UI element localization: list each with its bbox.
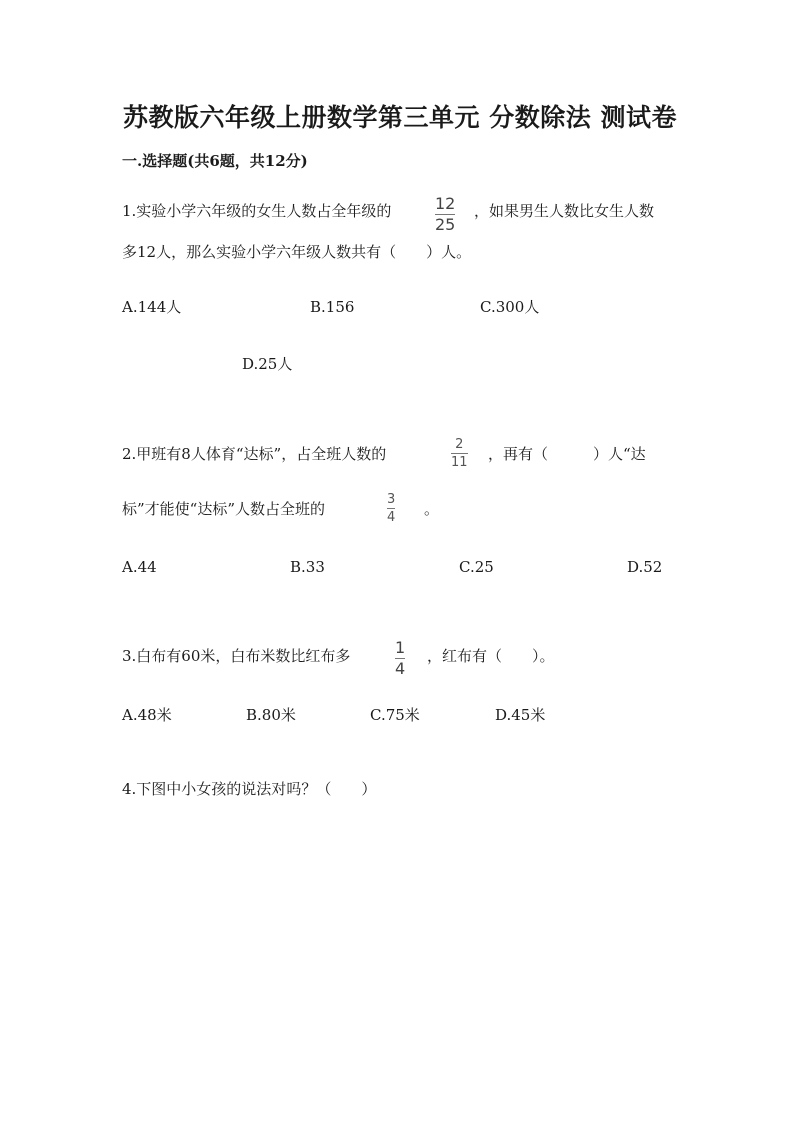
fraction-numerator: 2: [455, 437, 464, 452]
page-title: 苏教版六年级上册数学第三单元 分数除法 测试卷: [123, 103, 677, 132]
question-2-text-line2-a: 标”才能使“达标”人数占全班的: [122, 500, 326, 518]
question-3-text-b: ，红布有（ ）。: [427, 647, 555, 665]
fraction-denominator: 4: [395, 659, 406, 678]
option-a[interactable]: A.44: [122, 558, 157, 576]
question-2-text-a: 2.甲班有8人体育“达标”，占全班人数的: [122, 445, 387, 463]
fraction-numerator: 3: [387, 492, 396, 507]
fraction-bar: [387, 508, 395, 509]
option-c[interactable]: C.25: [459, 558, 494, 576]
option-d[interactable]: D.45米: [495, 706, 546, 724]
option-c[interactable]: C.75米: [370, 706, 420, 724]
question-1-text-a: 1.实验小学六年级的女生人数占全年级的: [122, 202, 392, 220]
fraction-denominator: 25: [435, 215, 456, 234]
option-d[interactable]: D.25人: [242, 355, 293, 373]
question-4-text: 4.下图中小女孩的说法对吗？（ ）: [122, 780, 377, 798]
option-b[interactable]: B.156: [310, 298, 355, 316]
question-1-text-b: ，如果男生人数比女生人数: [474, 202, 655, 220]
option-b[interactable]: B.33: [290, 558, 325, 576]
option-b[interactable]: B.80米: [246, 706, 296, 724]
fraction-denominator: 11: [451, 455, 468, 470]
option-c[interactable]: C.300人: [480, 298, 540, 316]
option-d[interactable]: D.52: [627, 558, 663, 576]
fraction-numerator: 1: [395, 638, 406, 657]
question-2-text-line2-b: 。: [424, 500, 440, 518]
question-3-fraction: [395, 640, 405, 677]
option-a[interactable]: A.144人: [122, 298, 182, 316]
fraction-denominator: 4: [387, 510, 396, 525]
option-a[interactable]: A.48米: [122, 706, 172, 724]
question-1-fraction: [435, 196, 455, 233]
question-2-fraction: [451, 438, 468, 469]
question-2-fraction-2: [387, 493, 395, 524]
question-2-text-b: ，再有（ ）人“达: [488, 445, 646, 463]
question-3-text-a: 3.白布有60米，白布米数比红布多: [122, 647, 351, 665]
section-heading: 一.选择题(共6题，共12分): [122, 152, 308, 170]
fraction-numerator: 12: [435, 194, 456, 213]
fraction-bar: [451, 453, 468, 454]
question-1-text-line2: 多12人，那么实验小学六年级人数共有（ ）人。: [122, 243, 472, 261]
